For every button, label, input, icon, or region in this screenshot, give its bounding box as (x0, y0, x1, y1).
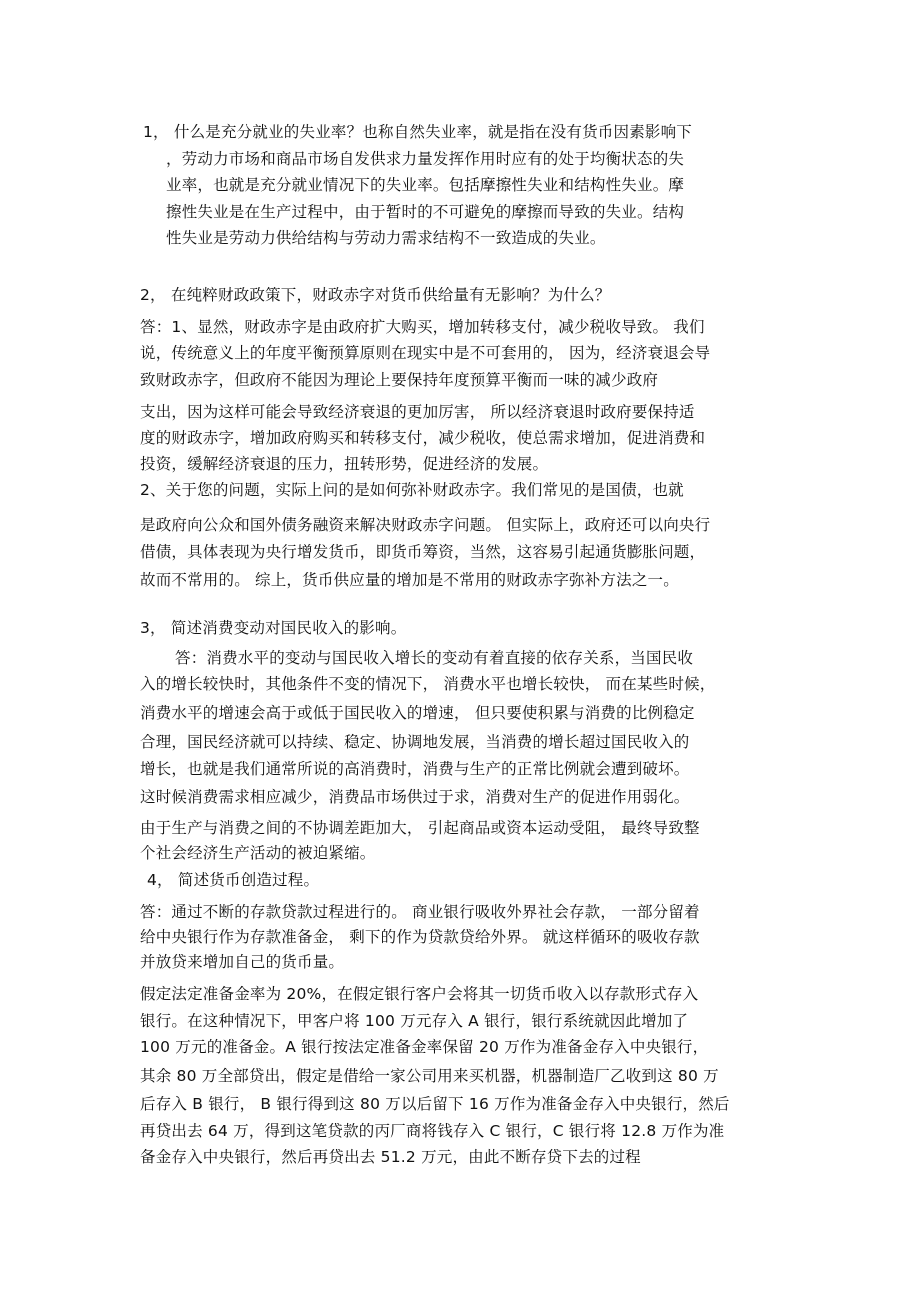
q2-answer-line: 说，传统意义上的年度平衡预算原则在现实中是不可套用的， 因为，经济衰退会导 (140, 344, 711, 362)
q1-text-line: 性失业是劳动力供给结构与劳动力需求结构不一致造成的失业。 (166, 229, 606, 247)
q4-answer-line: 给中央银行作为存款准备金， 剩下的作为贷款贷给外界。 就这样循环的吸收存款 (140, 928, 700, 946)
q2-answer-line: 是政府向公众和国外债务融资来解决财政赤字问题。 但实际上，政府还可以向央行 (140, 516, 711, 534)
q1-text-line: 业率，也就是充分就业情况下的失业率。包括摩擦性失业和结构性失业。摩 (166, 176, 685, 194)
q4-answer-line: 答：通过不断的存款贷款过程进行的。 商业银行吸收外界社会存款， 一部分留着 (140, 903, 700, 921)
q1-text-line: ，劳动力市场和商品市场自发供求力量发挥作用时应有的处于均衡状态的失 (166, 150, 685, 168)
q2-answer-line: 故而不常用的。 综上，货币供应量的增加是不常用的财政赤字弥补方法之一。 (140, 571, 679, 589)
q4-answer-line: 备金存入中央银行，然后再贷出去 51.2 万元，由此不断存贷下去的过程 (140, 1148, 641, 1166)
q2-answer-line: 度的财政赤字，增加政府购买和转移支付，减少税收，使总需求增加，促进消费和 (140, 429, 706, 447)
q3-answer-line: 这时候消费需求相应减少，消费品市场供过于求，消费对生产的促进作用弱化。 (140, 788, 690, 806)
q3-answer-line: 由于生产与消费之间的不协调差距加大， 引起商品或资本运动受阻， 最终导致整 (140, 819, 700, 837)
q2-answer-line: 投资，缓解经济衰退的压力，扭转形势，促进经济的发展。 (140, 455, 549, 473)
q4-title-line: 4， 简述货币创造过程。 (147, 871, 320, 889)
q4-answer-line: 并放贷来增加自己的货币量。 (140, 953, 345, 971)
q3-answer-line: 合理，国民经济就可以持续、稳定、协调地发展，当消费的增长超过国民收入的 (140, 733, 690, 751)
q2-answer-line: 答：1、显然，财政赤字是由政府扩大购买，增加转移支付，减少税收导致。 我们 (140, 318, 705, 336)
q4-answer-line: 其余 80 万全部贷出，假定是借给一家公司用来买机器，机器制造厂乙收到这 80 万 (140, 1067, 719, 1085)
q3-answer-line: 入的增长较快时，其他条件不变的情况下， 消费水平也增长较快， 而在某些时候， (140, 675, 716, 693)
q1-text-line: 擦性失业是在生产过程中，由于暂时的不可避免的摩擦而导致的失业。结构 (166, 203, 685, 221)
q3-answer-line: 增长，也就是我们通常所说的高消费时，消费与生产的正常比例就会遭到破坏。 (140, 760, 690, 778)
q2-title-line: 2， 在纯粹财政政策下，财政赤字对货币供给量有无影响？为什么？ (140, 286, 611, 304)
q1-title-line: 1， 什么是充分就业的失业率？也称自然失业率，就是指在没有货币因素影响下 (143, 123, 692, 141)
q4-answer-line: 100 万元的准备金。A 银行按法定准备金率保留 20 万作为准备金存入中央银行， (140, 1038, 709, 1056)
q4-answer-line: 再贷出去 64 万，得到这笔贷款的丙厂商将钱存入 C 银行，C 银行将 12.8 万作为准 (140, 1122, 725, 1140)
q3-title-line: 3， 简述消费变动对国民收入的影响。 (140, 619, 407, 637)
q2-answer-line: 2、关于您的问题，实际上问的是如何弥补财政赤字。我们常见的是国债，也就 (140, 481, 684, 499)
q2-answer-line: 致财政赤字，但政府不能因为理论上要保持年度预算平衡而一味的减少政府 (140, 371, 659, 389)
q3-answer-line: 答：消费水平的变动与国民收入增长的变动有着直接的依存关系，当国民收 (175, 649, 694, 667)
q3-answer-line: 消费水平的增速会高于或低于国民收入的增速， 但只要使积累与消费的比例稳定 (140, 704, 695, 722)
q3-answer-line: 个社会经济生产活动的被迫紧缩。 (140, 844, 376, 862)
q2-answer-line: 支出，因为这样可能会导致经济衰退的更加厉害， 所以经济衰退时政府要保持适 (140, 403, 695, 421)
q2-answer-line: 借债，具体表现为央行增发货币，即货币筹资，当然，这容易引起通货膨胀问题， (140, 543, 706, 561)
q4-answer-line: 假定法定准备金率为 20%，在假定银行客户会将其一切货币收入以存款形式存入 (140, 985, 699, 1003)
q4-answer-line: 后存入 B 银行， B 银行得到这 80 万以后留下 16 万作为准备金存入中央银行，然后 (140, 1095, 730, 1113)
q4-answer-line: 银行。在这种情况下，甲客户将 100 万元存入 A 银行，银行系统就因此增加了 (140, 1012, 689, 1030)
